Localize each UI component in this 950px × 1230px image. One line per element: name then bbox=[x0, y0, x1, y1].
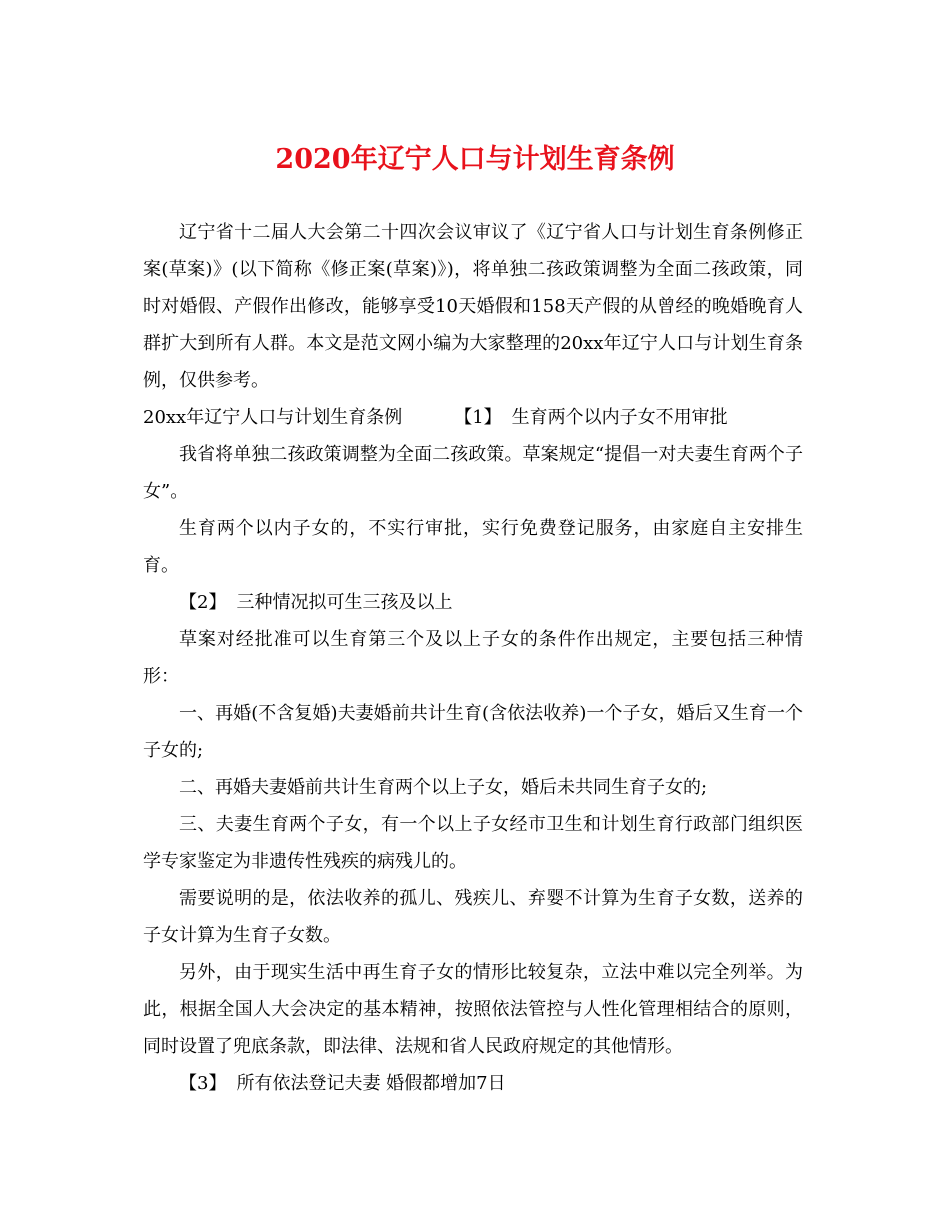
section2-item-1: 一、再婚(不含复婚)夫妻婚前共计生育(含依法收养)一个子女，婚后又生育一个子女的; bbox=[143, 703, 803, 761]
section3-heading-line bbox=[143, 1065, 803, 1102]
section1-paragraph-2: 生育两个以内子女的，不实行审批，实行免费登记服务，由家庭自主安排生育。 bbox=[143, 518, 803, 576]
section1-number: 【1】 bbox=[454, 407, 502, 428]
section3-number: 【3】 bbox=[179, 1073, 227, 1094]
section2-heading: 三种情况拟可生三孩及以上 bbox=[236, 592, 453, 613]
section1-heading: 生育两个以内子女不用审批 bbox=[511, 407, 728, 428]
section3-heading: 所有依法登记夫妻 婚假都增加7日 bbox=[236, 1073, 506, 1094]
section1-paragraph-1: 我省将单独二孩政策调整为全面二孩政策。草案规定“提倡一对夫妻生育两个子女”。 bbox=[143, 444, 803, 502]
section2-number: 【2】 bbox=[179, 592, 227, 613]
document-body bbox=[143, 214, 803, 1102]
subtitle-line bbox=[143, 399, 803, 436]
document-title: 2020年辽宁人口与计划生育条例 bbox=[275, 144, 675, 175]
section2-item-3: 三、夫妻生育两个子女，有一个以上子女经市卫生和计划生育行政部门组织医学专家鉴定为非遗传性残疾的病残儿的。 bbox=[143, 814, 803, 872]
section2-heading-line bbox=[143, 584, 803, 621]
section2-paragraph-3: 另外，由于现实生活中再生育子女的情形比较复杂，立法中难以完全列举。为此，根据全国人大会决定的基本精神，按照依法管控与人性化管理相结合的原则，同时设置了兜底条款，即法律、法规和省人民政府规定的其他情形。 bbox=[143, 962, 803, 1057]
subtitle-text: 20xx年辽宁人口与计划生育条例 bbox=[143, 407, 403, 428]
section2-paragraph-1: 草案对经批准可以生育第三个及以上子女的条件作出规定，主要包括三种情形： bbox=[143, 629, 803, 687]
intro-paragraph: 辽宁省十二届人大会第二十四次会议审议了《辽宁省人口与计划生育条例修正案(草案)》(以下简称《修正案(草案)》)，将单独二孩政策调整为全面二孩政策，同时对婚假、产假作出修改，能够享受10天婚假和158天产假的从曾经的晚婚晚育人群扩大到所有人群。本文是范文网小编为大家整理的20xx年辽宁人口与计划生育条例，仅供参考。 bbox=[143, 222, 803, 391]
section2-paragraph-2: 需要说明的是，依法收养的孤儿、残疾儿、弃婴不计算为生育子女数，送养的子女计算为生育子女数。 bbox=[143, 888, 803, 946]
section2-item-2: 二、再婚夫妻婚前共计生育两个以上子女，婚后未共同生育子女的; bbox=[179, 777, 708, 798]
